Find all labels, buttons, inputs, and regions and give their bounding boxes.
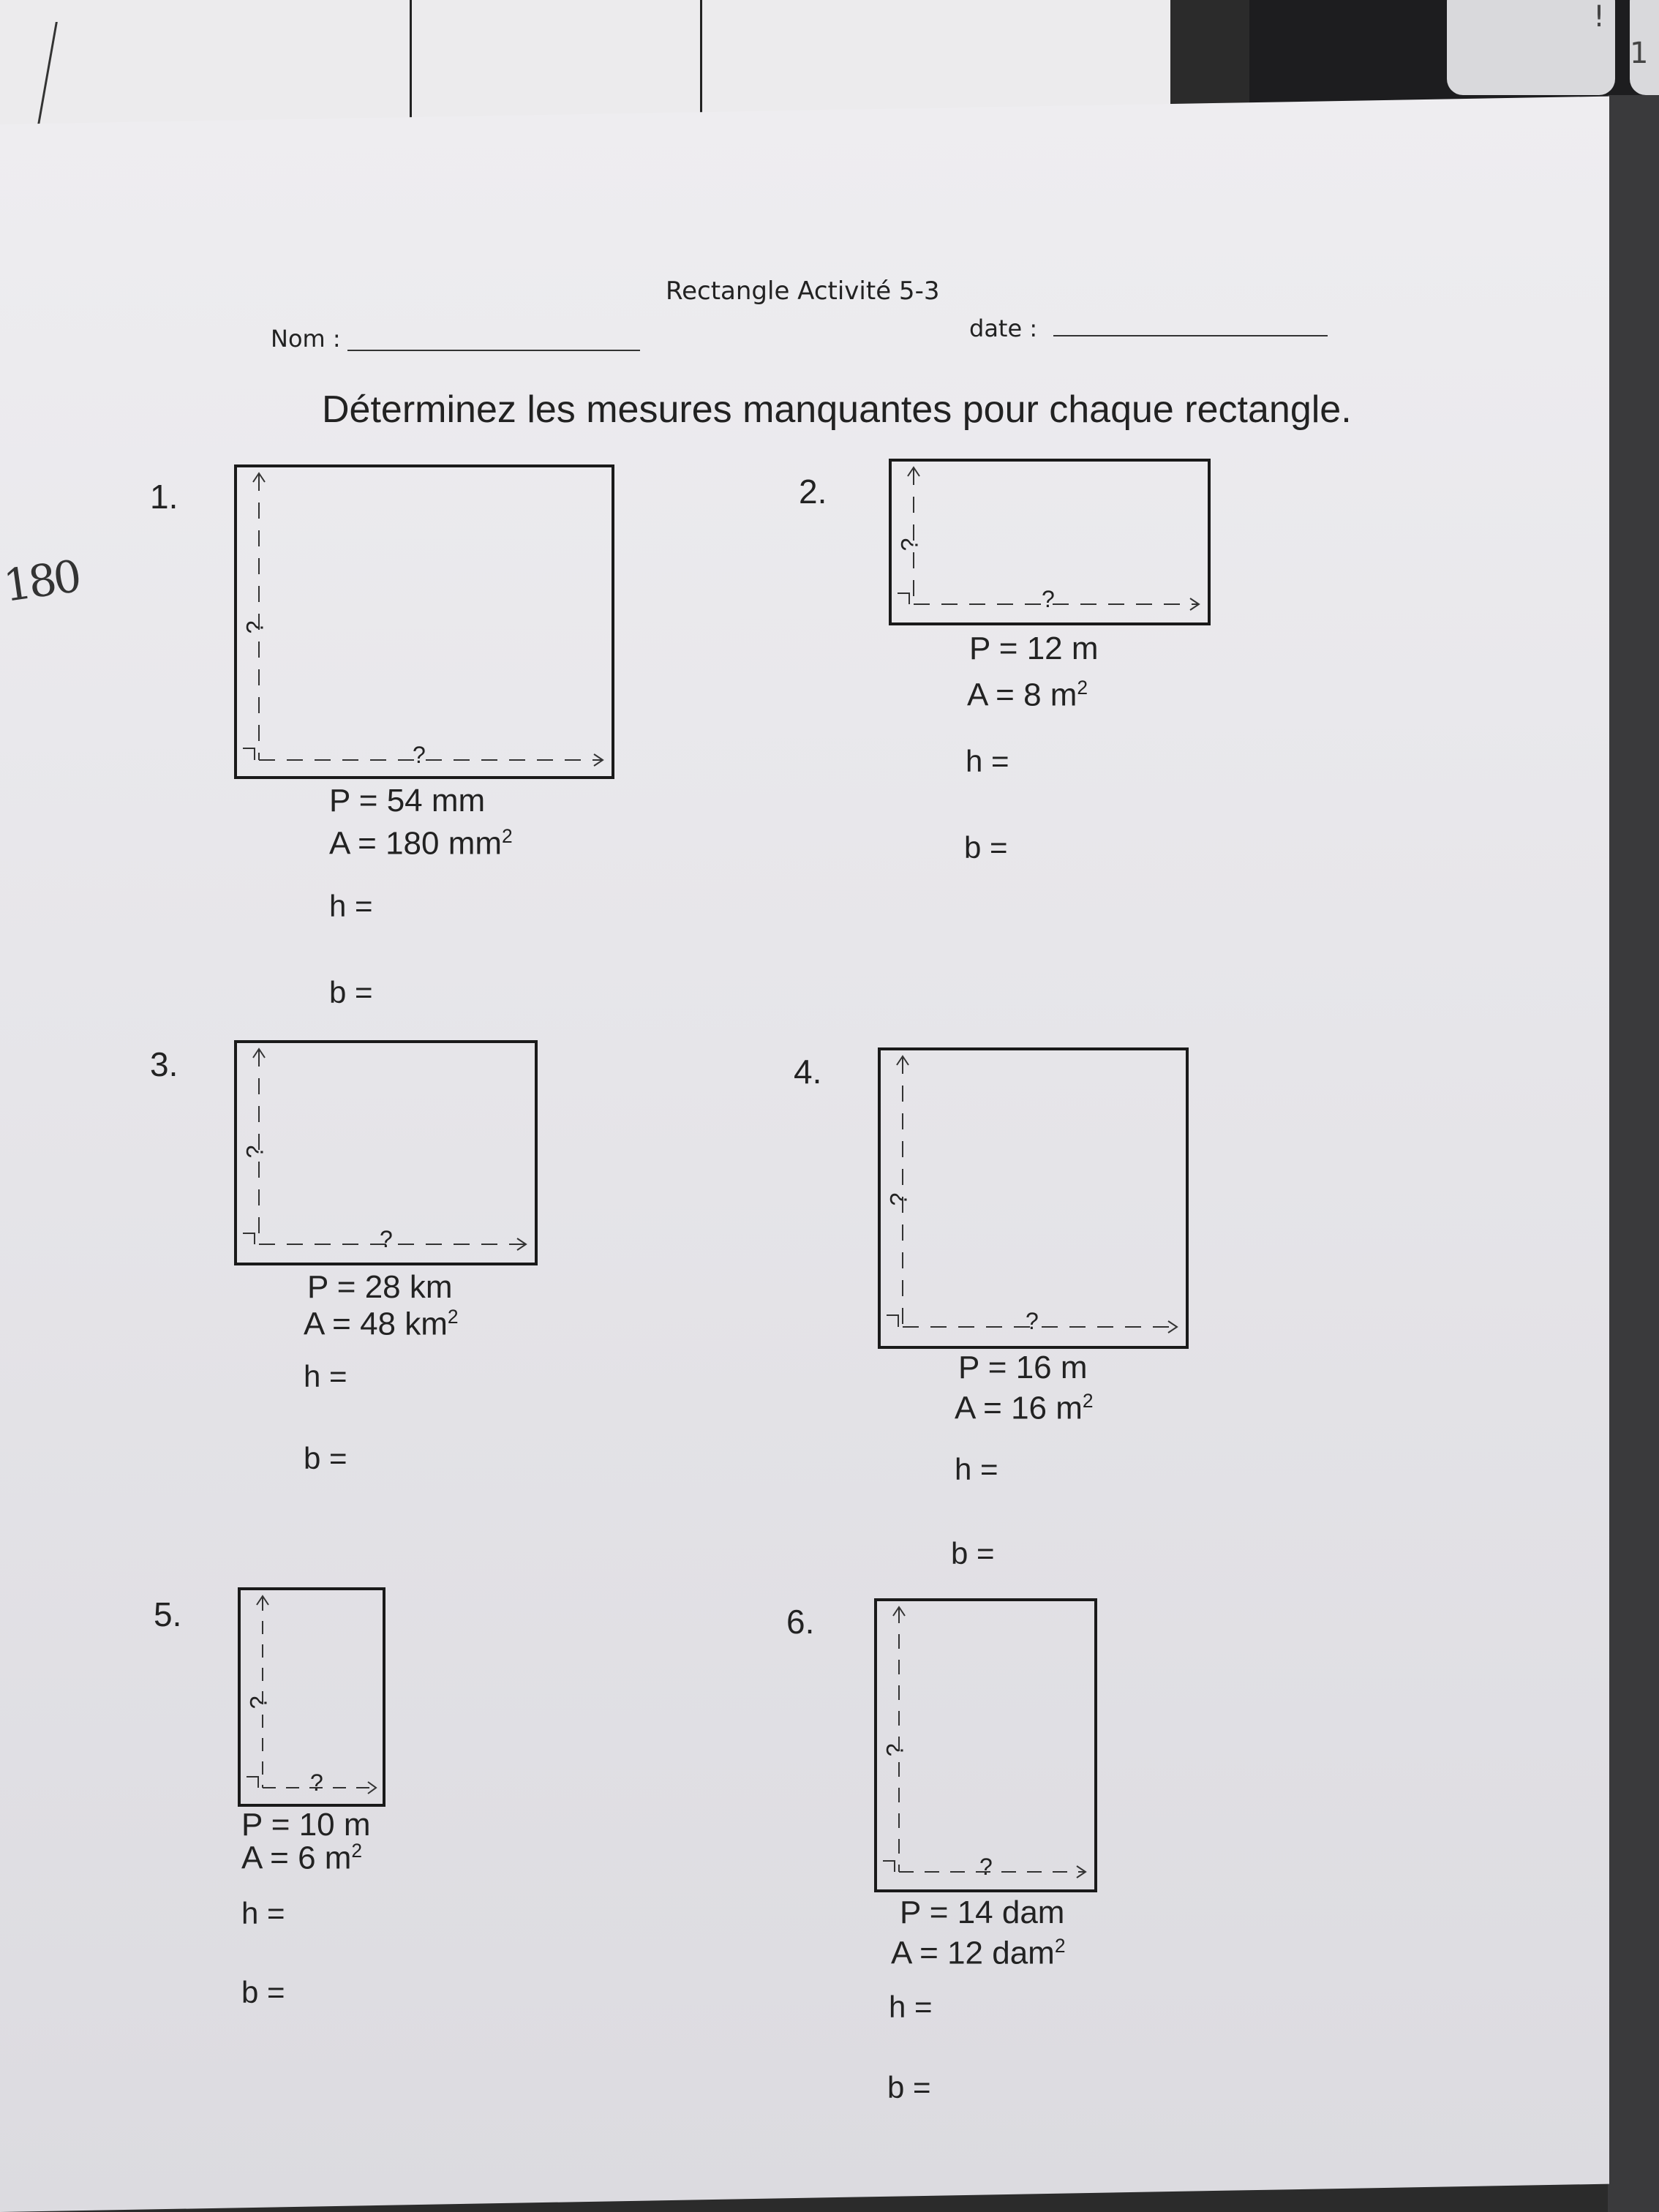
name-label: Nom :	[271, 325, 341, 353]
problem-5-number: 5.	[154, 1595, 182, 1633]
problem-3-number: 3.	[150, 1045, 178, 1083]
key-label-one: 1	[1630, 37, 1649, 70]
problem-2-perimeter: P = 12 m	[969, 631, 1099, 666]
problem-4-rectangle	[878, 1047, 1189, 1349]
problem-4-perimeter: P = 16 m	[958, 1350, 1088, 1385]
unknown-base-mark: ?	[413, 742, 426, 768]
area-value: A = 16 m	[955, 1390, 1083, 1426]
date-label: date :	[969, 315, 1038, 342]
problem-3-perimeter: P = 28 km	[307, 1269, 453, 1305]
unknown-base-mark: ?	[1042, 586, 1055, 612]
unknown-base-mark: ?	[979, 1854, 993, 1880]
problem-5-area	[241, 1840, 362, 1877]
problem-5-perimeter: P = 10 m	[241, 1807, 371, 1843]
problem-4-number: 4.	[794, 1053, 822, 1091]
problem-6-b-answer[interactable]: b =	[887, 2070, 931, 2104]
unknown-height-mark: ?	[885, 1192, 912, 1206]
keyboard-key	[1447, 0, 1615, 95]
problem-1-perimeter: P = 54 mm	[329, 783, 486, 819]
problem-3-h-answer[interactable]: h =	[304, 1359, 347, 1393]
unknown-height-mark: ?	[896, 538, 923, 552]
problem-5-rectangle	[238, 1587, 385, 1807]
problem-5-h-answer[interactable]: h =	[241, 1896, 285, 1930]
problem-5-b-answer[interactable]: b =	[241, 1975, 285, 2009]
problem-1-b-answer[interactable]: b =	[329, 975, 373, 1009]
key-label-exclamation: !	[1593, 0, 1606, 34]
area-value: A = 12 dam	[891, 1935, 1055, 1971]
problem-4-h-answer[interactable]: h =	[955, 1452, 998, 1486]
unknown-height-mark: ?	[241, 1145, 268, 1159]
problem-6-rectangle	[874, 1598, 1097, 1892]
problem-3-rectangle	[234, 1040, 538, 1265]
area-exponent: 2	[1054, 1935, 1066, 1957]
area-value: A = 180 mm	[329, 825, 503, 862]
problem-6-perimeter: P = 14 dam	[900, 1895, 1065, 1930]
problem-2-area	[967, 677, 1088, 714]
problem-1-rectangle	[234, 464, 614, 779]
area-exponent: 2	[1077, 677, 1088, 699]
problem-3-area	[304, 1306, 459, 1343]
unknown-height-mark: ?	[245, 1696, 272, 1709]
problem-1-h-answer[interactable]: h =	[329, 889, 373, 923]
keyboard-key	[1630, 0, 1659, 95]
problem-2-rectangle	[889, 459, 1211, 625]
worksheet-title: Rectangle Activité 5-3	[666, 276, 940, 306]
problem-6-h-answer[interactable]: h =	[889, 1990, 933, 2024]
problem-1-area	[329, 825, 513, 862]
date-field-line[interactable]	[1053, 335, 1328, 336]
problem-2-b-answer[interactable]: b =	[964, 830, 1008, 865]
area-exponent: 2	[502, 825, 513, 847]
dimension-arrows	[881, 1050, 1192, 1352]
unknown-height-mark: ?	[881, 1743, 908, 1757]
unknown-base-mark: ?	[310, 1769, 323, 1796]
problem-1-number: 1.	[150, 478, 178, 516]
dimension-arrows	[877, 1601, 1100, 1895]
problem-3-b-answer[interactable]: b =	[304, 1441, 347, 1475]
name-field-line[interactable]	[347, 350, 640, 351]
area-exponent: 2	[447, 1306, 459, 1328]
area-value: A = 6 m	[241, 1840, 352, 1876]
instructions-heading: Déterminez les mesures manquantes pour chaque rectangle.	[322, 388, 1352, 431]
area-value: A = 48 km	[304, 1306, 448, 1342]
problem-6-number: 6.	[786, 1603, 815, 1641]
unknown-base-mark: ?	[380, 1226, 393, 1252]
unknown-height-mark: ?	[241, 620, 268, 634]
problem-4-area	[955, 1390, 1094, 1427]
area-exponent: 2	[1082, 1390, 1094, 1412]
problem-2-number: 2.	[799, 473, 827, 511]
area-value: A = 8 m	[967, 677, 1077, 713]
unknown-base-mark: ?	[1026, 1308, 1039, 1334]
desk-edge	[1608, 95, 1659, 2212]
handwritten-note: 180	[0, 551, 82, 612]
problem-2-h-answer[interactable]: h =	[966, 744, 1009, 778]
problem-6-area	[891, 1935, 1066, 1972]
problem-4-b-answer[interactable]: b =	[951, 1536, 995, 1570]
dimension-arrows	[237, 467, 617, 782]
area-exponent: 2	[351, 1840, 363, 1862]
